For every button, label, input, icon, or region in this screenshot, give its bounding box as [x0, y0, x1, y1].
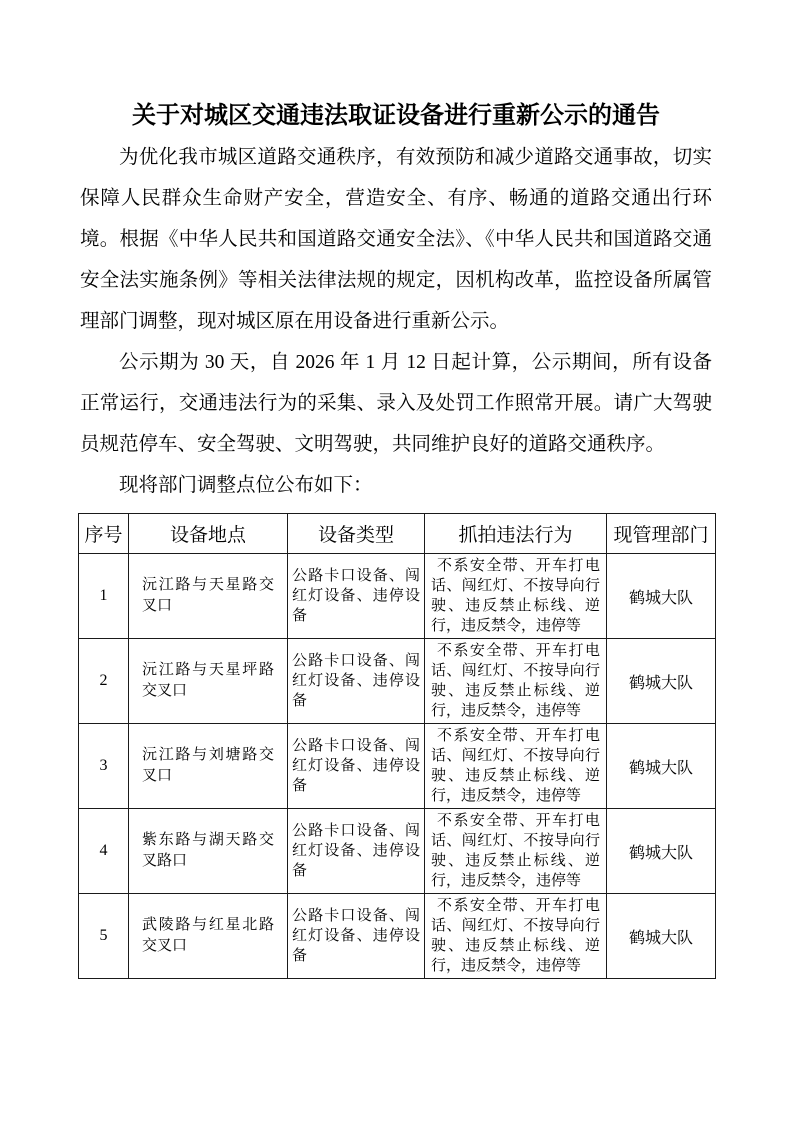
cell-type: 公路卡口设备、闯红灯设备、违停设备 [288, 809, 425, 894]
cell-department: 鹤城大队 [607, 639, 716, 724]
cell-type: 公路卡口设备、闯红灯设备、违停设备 [288, 894, 425, 979]
cell-violations: 不系安全带、开车打电话、闯红灯、不按导向行驶、违反禁止标线、逆行，违反禁令，违停等 [425, 894, 607, 979]
cell-location: 沅江路与刘塘路交叉口 [129, 724, 288, 809]
cell-department: 鹤城大队 [607, 724, 716, 809]
table-row [79, 809, 716, 894]
cell-location: 沅江路与天星路交叉口 [129, 554, 288, 639]
cell-no: 3 [79, 724, 129, 809]
table-row [79, 554, 716, 639]
cell-violations: 不系安全带、开车打电话、闯红灯、不按导向行驶、违反禁止标线、逆行，违反禁令，违停等 [425, 809, 607, 894]
cell-department: 鹤城大队 [607, 894, 716, 979]
cell-no: 4 [79, 809, 129, 894]
cell-no: 5 [79, 894, 129, 979]
cell-department: 鹤城大队 [607, 809, 716, 894]
cell-violations: 不系安全带、开车打电话、闯红灯、不按导向行驶、违反禁止标线、逆行，违反禁令，违停等 [425, 724, 607, 809]
table-row [79, 639, 716, 724]
header-no: 序号 [79, 514, 129, 554]
table-row [79, 894, 716, 979]
table-header-row [79, 514, 716, 554]
header-department: 现管理部门 [607, 514, 716, 554]
paragraph-intro: 为优化我市城区道路交通秩序，有效预防和减少道路交通事故，切实保障人民群众生命财产安全，营造安全、有序、畅通的道路交通出行环境。根据《中华人民共和国道路交通安全法》、《中华人民共和国道路交通安全法实施条例》等相关法律法规的规定，因机构改革，监控设备所属管理部门调整，现对城区原在用设备进行重新公示。 [80, 147, 712, 332]
table-row [79, 724, 716, 809]
cell-location: 沅江路与天星坪路交叉口 [129, 639, 288, 724]
header-violations: 抓拍违法行为 [425, 514, 607, 554]
paragraph-table-lead-in: 现将部门调整点位公布如下： [119, 475, 373, 496]
paragraph-public-period: 公示期为 30 天，自 2026 年 1 月 12 日起计算，公示期间，所有设备正常运行，交通违法行为的采集、录入及处罚工作照常开展。请广大驾驶员规范停车、安全驾驶、文明驾驶，共同维护良好的道路交通秩序。 [80, 352, 712, 455]
header-location: 设备地点 [129, 514, 288, 554]
cell-location: 武陵路与红星北路交叉口 [129, 894, 288, 979]
document-title: 关于对城区交通违法取证设备进行重新公示的通告 [132, 103, 660, 129]
device-points-table [78, 513, 716, 979]
header-type: 设备类型 [288, 514, 425, 554]
cell-type: 公路卡口设备、闯红灯设备、违停设备 [288, 724, 425, 809]
cell-violations: 不系安全带、开车打电话、闯红灯、不按导向行驶、违反禁止标线、逆行，违反禁令，违停等 [425, 639, 607, 724]
cell-no: 1 [79, 554, 129, 639]
cell-type: 公路卡口设备、闯红灯设备、违停设备 [288, 639, 425, 724]
cell-department: 鹤城大队 [607, 554, 716, 639]
cell-type: 公路卡口设备、闯红灯设备、违停设备 [288, 554, 425, 639]
cell-violations: 不系安全带、开车打电话、闯红灯、不按导向行驶、违反禁止标线、逆行，违反禁令，违停等 [425, 554, 607, 639]
cell-no: 2 [79, 639, 129, 724]
cell-location: 紫东路与湖天路交叉路口 [129, 809, 288, 894]
